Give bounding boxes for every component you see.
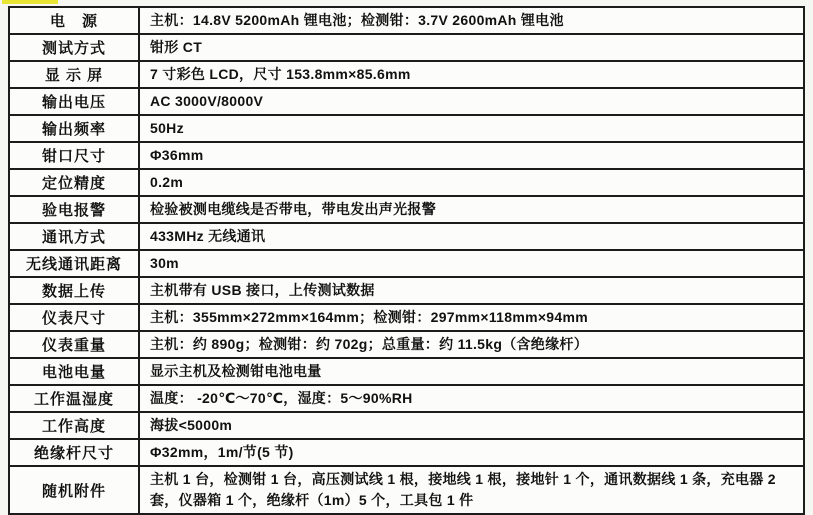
spec-value: 30m bbox=[139, 250, 804, 277]
spec-value: 显示主机及检测钳电池电量 bbox=[139, 358, 804, 385]
table-row bbox=[9, 277, 804, 304]
table-row bbox=[9, 88, 804, 115]
spec-value: 海拔<5000m bbox=[139, 412, 804, 439]
spec-label: 钳口尺寸 bbox=[9, 142, 139, 169]
spec-label: 验电报警 bbox=[9, 196, 139, 223]
spec-value: 433MHz 无线通讯 bbox=[139, 223, 804, 250]
highlight-marker bbox=[2, 0, 58, 4]
table-row bbox=[9, 358, 804, 385]
spec-value: 温度： -20℃～70℃，湿度：5～90%RH bbox=[139, 385, 804, 412]
spec-label: 电 源 bbox=[9, 7, 139, 34]
spec-label: 无线通讯距离 bbox=[9, 250, 139, 277]
spec-value: 7 寸彩色 LCD，尺寸 153.8mm×85.6mm bbox=[139, 61, 804, 88]
spec-value: 主机带有 USB 接口，上传测试数据 bbox=[139, 277, 804, 304]
spec-value: Φ32mm，1m/节(5 节) bbox=[139, 439, 804, 466]
spec-label: 工作温湿度 bbox=[9, 385, 139, 412]
spec-value: Φ36mm bbox=[139, 142, 804, 169]
spec-label: 仪表尺寸 bbox=[9, 304, 139, 331]
spec-value: 主机：约 890g；检测钳：约 702g；总重量：约 11.5kg（含绝缘杆） bbox=[139, 331, 804, 358]
spec-label: 定位精度 bbox=[9, 169, 139, 196]
spec-value: 50Hz bbox=[139, 115, 804, 142]
spec-value: 主机：355mm×272mm×164mm；检测钳：297mm×118mm×94mm bbox=[139, 304, 804, 331]
table-row bbox=[9, 142, 804, 169]
table-row bbox=[9, 7, 804, 34]
spec-value: 0.2m bbox=[139, 169, 804, 196]
spec-label: 绝缘杆尺寸 bbox=[9, 439, 139, 466]
spec-label: 随机附件 bbox=[9, 466, 139, 514]
table-row bbox=[9, 439, 804, 466]
spec-label: 输出电压 bbox=[9, 88, 139, 115]
table-row bbox=[9, 169, 804, 196]
table-row bbox=[9, 61, 804, 88]
table-row bbox=[9, 385, 804, 412]
spec-value: AC 3000V/8000V bbox=[139, 88, 804, 115]
spec-value: 检验被测电缆线是否带电，带电发出声光报警 bbox=[139, 196, 804, 223]
spec-value: 主机：14.8V 5200mAh 锂电池；检测钳：3.7V 2600mAh 锂电池 bbox=[139, 7, 804, 34]
spec-value: 钳形 CT bbox=[139, 34, 804, 61]
table-row bbox=[9, 466, 804, 514]
table-row bbox=[9, 196, 804, 223]
spec-label: 显 示 屏 bbox=[9, 61, 139, 88]
table-row bbox=[9, 331, 804, 358]
spec-label: 仪表重量 bbox=[9, 331, 139, 358]
table-row bbox=[9, 223, 804, 250]
spec-label: 输出频率 bbox=[9, 115, 139, 142]
spec-label: 电池电量 bbox=[9, 358, 139, 385]
table-row bbox=[9, 115, 804, 142]
spec-value: 主机 1 台，检测钳 1 台，高压测试线 1 根，接地线 1 根，接地针 1 个，通讯数据线 1 条，充电器 2 套，仪器箱 1 个，绝缘杆（1m）5 个，工具包 1 件 bbox=[139, 466, 804, 514]
table-row bbox=[9, 250, 804, 277]
spec-label: 通讯方式 bbox=[9, 223, 139, 250]
table-row bbox=[9, 412, 804, 439]
spec-table bbox=[8, 6, 805, 515]
table-row bbox=[9, 34, 804, 61]
spec-label: 测试方式 bbox=[9, 34, 139, 61]
table-row bbox=[9, 304, 804, 331]
spec-label: 数据上传 bbox=[9, 277, 139, 304]
spec-label: 工作高度 bbox=[9, 412, 139, 439]
